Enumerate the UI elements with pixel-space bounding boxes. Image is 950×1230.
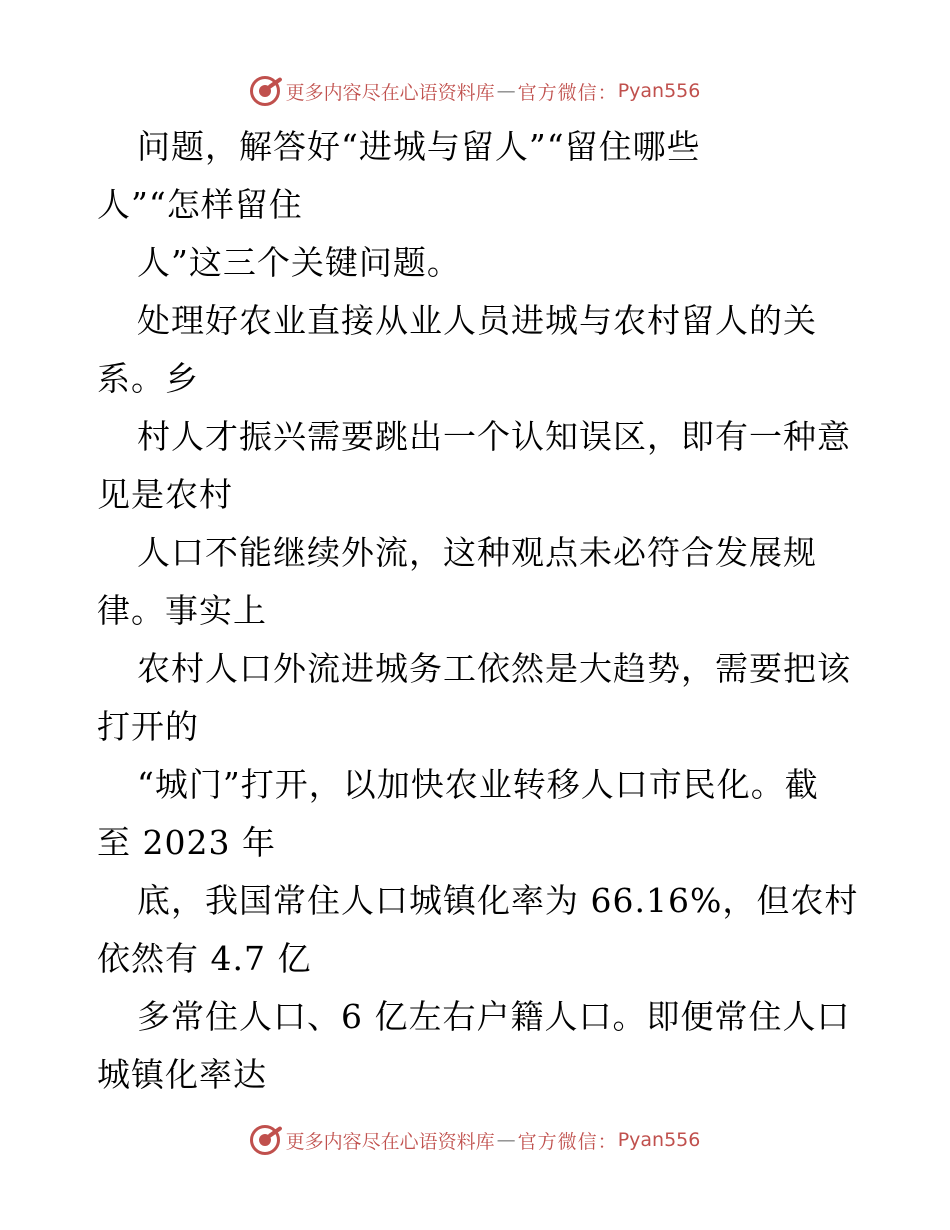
text-line: “城门”打开，以加快农业转移人口市民化。截 bbox=[137, 765, 819, 804]
watermark-label: 官方微信： bbox=[517, 81, 618, 104]
watermark-label: 官方微信： bbox=[517, 1130, 618, 1153]
logo-icon bbox=[250, 76, 280, 106]
watermark-title: 更多内容尽在心语资料库 bbox=[285, 81, 495, 104]
text-line: 依然有 4.7 亿 bbox=[97, 939, 312, 978]
text-line: 系。乡 bbox=[97, 359, 199, 398]
text-line: 律。事实上 bbox=[97, 591, 267, 630]
text-line: 村人才振兴需要跳出一个认知误区，即有一种意 bbox=[137, 417, 851, 456]
header-watermark bbox=[0, 71, 950, 111]
document-body bbox=[97, 118, 877, 1104]
text-line: 见是农村 bbox=[97, 475, 233, 514]
text-line: 问题，解答好“进城与留人”“留住哪些 bbox=[137, 127, 701, 166]
text-line: 处理好农业直接从业人员进城与农村留人的关 bbox=[137, 301, 817, 340]
text-line: 打开的 bbox=[97, 707, 199, 746]
watermark-id: Pyan556 bbox=[617, 1129, 701, 1151]
footer-watermark bbox=[0, 1120, 950, 1160]
watermark-title: 更多内容尽在心语资料库 bbox=[285, 1130, 495, 1153]
watermark-dash: — bbox=[496, 1129, 516, 1151]
text-line: 人”“怎样留住 bbox=[97, 185, 303, 224]
text-line: 人”这三个关键问题。 bbox=[137, 243, 461, 282]
text-line: 人口不能继续外流，这种观点未必符合发展规 bbox=[137, 533, 817, 572]
text-line: 城镇化率达 bbox=[97, 1055, 267, 1094]
text-line: 底，我国常住人口城镇化率为 66.16%，但农村 bbox=[137, 881, 859, 920]
logo-icon bbox=[250, 1125, 280, 1155]
watermark-dash: — bbox=[496, 80, 516, 102]
watermark-id: Pyan556 bbox=[617, 80, 701, 102]
text-line: 多常住人口、6 亿左右户籍人口。即便常住人口 bbox=[137, 997, 851, 1036]
text-line: 农村人口外流进城务工依然是大趋势，需要把该 bbox=[137, 649, 851, 688]
text-line: 至 2023 年 bbox=[97, 823, 276, 862]
